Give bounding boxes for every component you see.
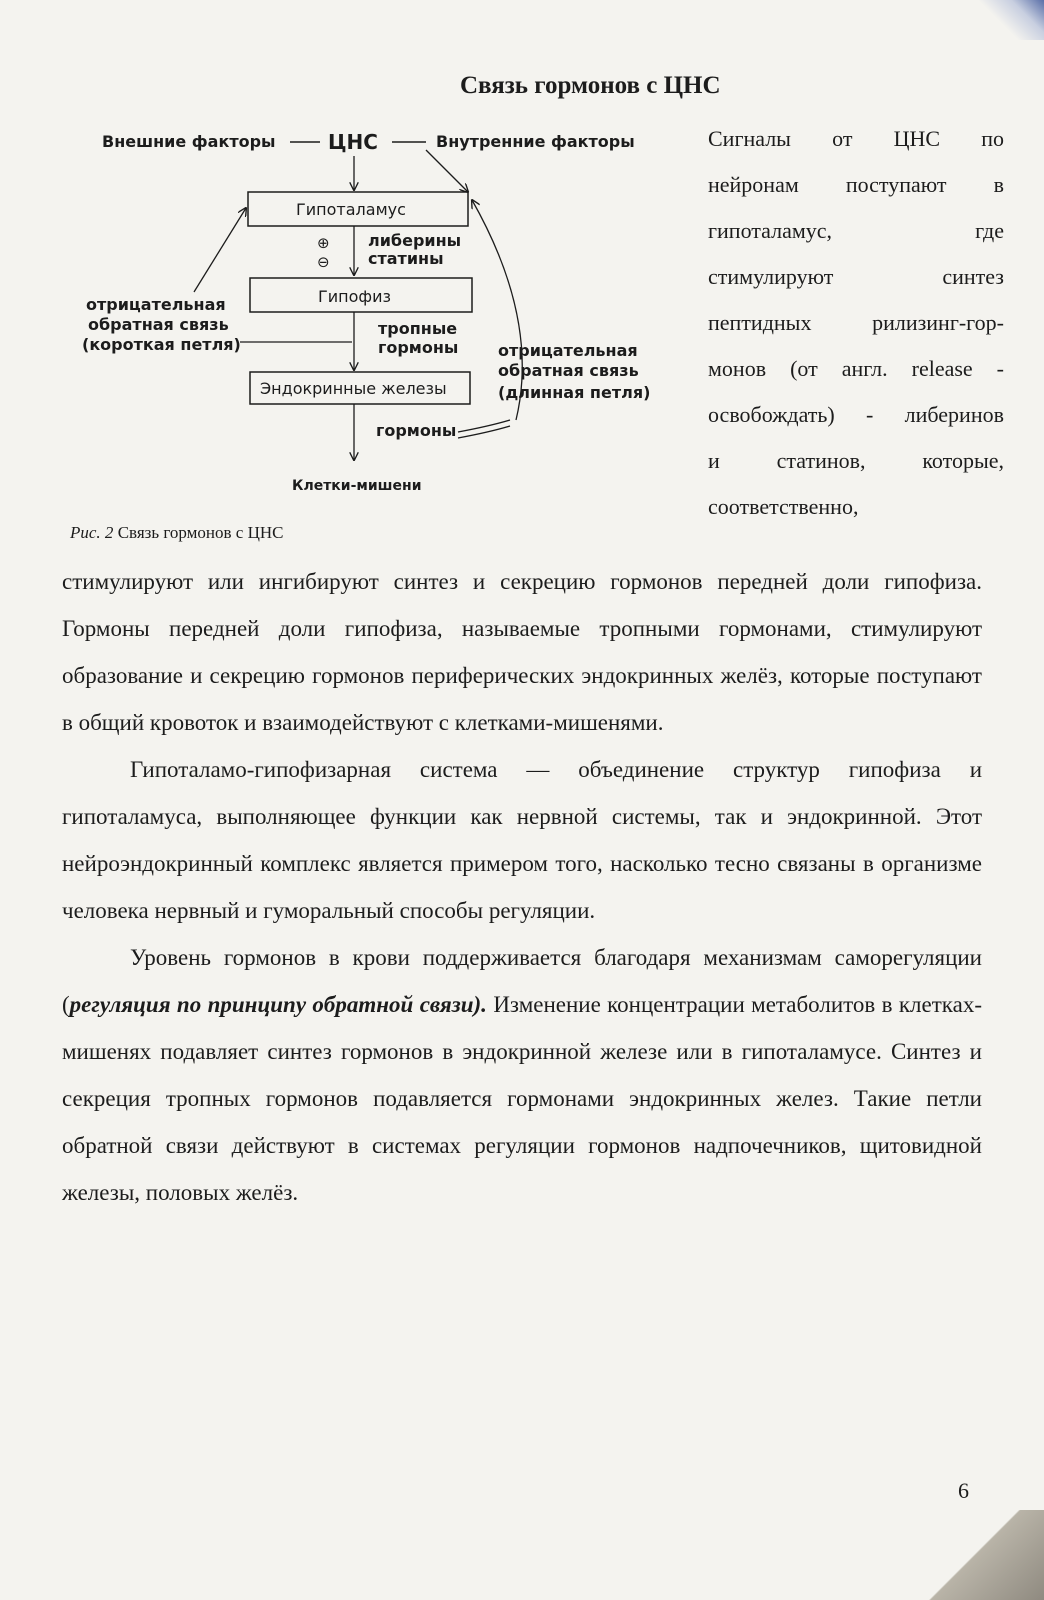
paragraph-3-emphasis: регуляция по принципу обратной связи). [69,992,487,1017]
side-line: соответственно, [708,494,859,519]
pituitary-label: Гипофиз [318,287,391,306]
page-corner-bottom [924,1510,1044,1600]
side-line: и статинов, которые, [708,448,1004,473]
hormones-label: гормоны [376,421,457,440]
paragraph-2: Гипоталамо-гипофизарная система — объединение структур гипофиза и гипоталамуса, выполняющее функции как нервной системы, так и эндокринной. Этот нейроэндокринный комплекс является примером того, насколько тесно связаны в организме человека нервный и гуморальный способы регуляции. [62,757,982,923]
paragraph-3 [62,934,982,1216]
paragraph-3-end: Изменение концентрации метаболитов в клетках-мишенях подавляет синтез гормонов в эндокринной железе или в гипоталамусе. Синтез и секреция тропных гормонов подавляется гормонами эндокринных желез. Такие петли обратной связи действуют в системах регуляции гормонов надпочечников, щитовидной железы, половых желёз. [62,992,982,1205]
neg-short-label-1: отрицательная [86,295,226,314]
tropic-label-2: гормоны [378,338,459,357]
side-line: монов (от англ. release - [708,356,1004,381]
tropic-label-1: тропные [378,319,458,338]
neg-long-label-2: обратная связь [498,361,639,380]
paragraph-3-start: Уровень гормонов в крови поддерживается благодаря механизмам саморегуляции ( [62,945,982,1017]
side-line: стимулируют синтез [708,264,1004,289]
side-line: пептидных рилизинг-гор- [708,310,1004,335]
side-line: Сигналы от ЦНС по [708,126,1004,151]
side-line: освобождать) - либеринов [708,402,1004,427]
targets-label: Клетки-мишени [292,478,422,494]
body-text [62,558,982,1216]
hypothalamus-label: Гипоталамус [296,200,406,219]
paragraph-1: стимулируют или ингибируют синтез и секрецию гормонов передней доли гипофиза. Гормоны передней доли гипофиза, называемые тропными гормонами, стимулируют образование и секрецию гормонов периферических эндокринных желёз, которые поступают в общий кровоток и взаимодействуют с клетками-мишенями. [62,569,982,735]
minus-icon: ⊖ [317,253,330,271]
neg-short-label-2: обратная связь [88,315,229,334]
endocrine-label: Эндокринные железы [260,379,447,398]
page-number: 6 [958,1478,969,1503]
figure-caption-text: Связь гормонов с ЦНС [113,523,284,542]
page-title: Связь гормонов с ЦНС [460,72,721,99]
plus-icon: ⊕ [317,234,330,252]
figure-caption-label: Рис. 2 [70,523,114,542]
side-line: нейронам поступают в [708,172,1004,197]
side-paragraph [708,116,1004,530]
internal-factors-label: Внутренние факторы [436,132,635,151]
neg-long-label-1: отрицательная [498,341,638,360]
liberins-label: либерины [368,231,462,250]
statins-label: статины [368,249,444,268]
figure-caption [70,523,283,543]
hormone-cns-diagram [70,120,690,540]
side-line: гипоталамус, где [708,218,1004,243]
cns-label: ЦНС [328,130,378,154]
page-corner-top [974,0,1044,40]
external-factors-label: Внешние факторы [102,132,276,151]
neg-short-label-3: (короткая петля) [82,335,241,354]
neg-long-label-3: (длинная петля) [498,383,651,402]
